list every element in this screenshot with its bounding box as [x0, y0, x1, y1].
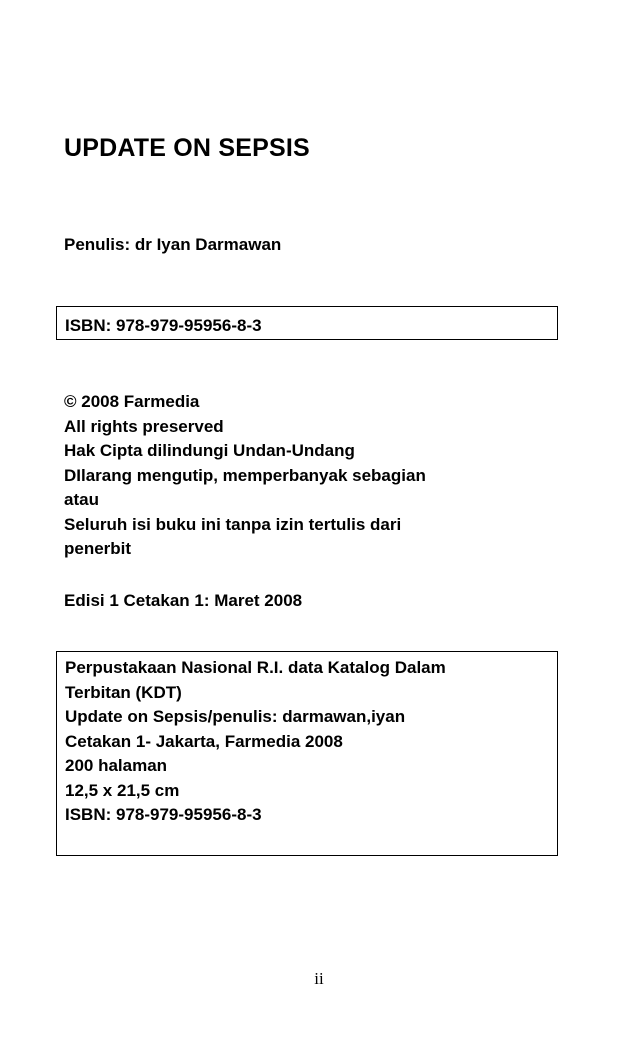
copyright-block — [64, 390, 554, 562]
catalog-publication-line: Cetakan 1- Jakarta, Farmedia 2008 — [65, 731, 343, 751]
edition-line: Edisi 1 Cetakan 1: Maret 2008 — [64, 591, 303, 610]
copyright-line: © 2008 Farmedia — [64, 392, 200, 411]
catalog-box — [56, 651, 558, 856]
catalog-pages-line: 200 halaman — [65, 756, 168, 775]
prohibition-line: DIlarang mengutip, memperbanyak sebagian — [64, 465, 426, 485]
permission-line-continued: penerbit — [64, 539, 132, 558]
rights-reserved-line: All rights preserved — [64, 416, 224, 436]
isbn-text: ISBN: 978-979-95956-8-3 — [65, 316, 262, 335]
catalog-isbn-line: ISBN: 978-979-95956-8-3 — [65, 805, 262, 824]
catalog-title-author-line: Update on Sepsis/penulis: darmawan,iyan — [65, 707, 406, 726]
isbn-box — [56, 306, 558, 340]
permission-line: Seluruh isi buku ini tanpa izin tertulis dari — [64, 514, 402, 534]
catalog-heading-line: Perpustakaan Nasional R.I. data Katalog Dalam — [65, 658, 446, 677]
copyright-protection-line: Hak Cipta dilindungi Undan-Undang — [64, 441, 355, 460]
catalog-dimensions-line: 12,5 x 21,5 cm — [65, 780, 180, 800]
catalog-text — [65, 656, 446, 828]
book-title: UPDATE ON SEPSIS — [64, 134, 310, 162]
page-number: ii — [314, 969, 324, 988]
prohibition-line-continued: atau — [64, 490, 99, 509]
catalog-heading-line-continued: Terbitan (KDT) — [65, 682, 182, 702]
author-line: Penulis: dr Iyan Darmawan — [64, 235, 282, 254]
